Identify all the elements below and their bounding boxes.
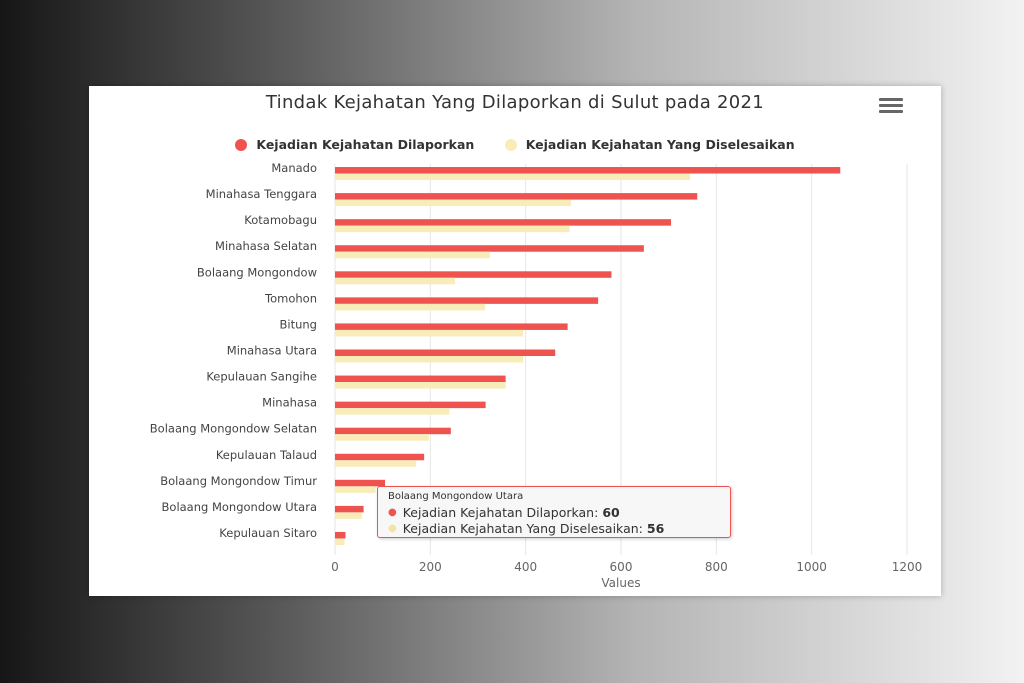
- category-label-1: Minahasa Tenggara: [205, 187, 317, 202]
- bar-reported-6: [335, 323, 568, 330]
- bar-solved-13: [335, 512, 362, 519]
- bar-reported-13: [335, 506, 364, 513]
- tooltip-value-reported: 60: [602, 505, 620, 520]
- tooltip-value-solved: 56: [646, 521, 665, 536]
- bar-reported-9: [335, 402, 486, 409]
- bar-reported-3: [335, 245, 644, 252]
- bar-reported-1: [335, 193, 697, 200]
- bar-solved-1: [335, 200, 571, 207]
- x-tick-label-1000: 1000: [796, 560, 827, 574]
- bar-solved-12: [335, 486, 376, 493]
- chart-card: [89, 86, 941, 596]
- bar-solved-4: [335, 278, 455, 285]
- bar-solved-8: [335, 382, 506, 389]
- bar-reported-10: [335, 428, 451, 435]
- tooltip-dot-solved: ●: [388, 523, 397, 534]
- bar-reported-7: [335, 350, 555, 357]
- bar-reported-11: [335, 454, 424, 461]
- bar-reported-5: [335, 297, 598, 304]
- tooltip-dot-reported: ●: [388, 507, 397, 518]
- bar-solved-11: [335, 460, 416, 467]
- bar-solved-9: [335, 408, 449, 415]
- category-label-5: Tomohon: [265, 291, 317, 306]
- x-tick-label-600: 600: [609, 560, 633, 574]
- bar-reported-12: [335, 480, 385, 487]
- tooltip-category: Bolaang Mongondow Utara: [388, 491, 524, 502]
- category-label-14: Kepulauan Sitaro: [219, 525, 317, 540]
- category-label-2: Kotamobagu: [244, 213, 317, 228]
- bar-solved-7: [335, 356, 523, 363]
- bar-reported-8: [335, 376, 506, 383]
- category-label-9: Minahasa: [262, 395, 317, 410]
- x-tick-label-400: 400: [514, 560, 538, 574]
- bar-solved-3: [335, 252, 490, 259]
- tooltip-row-solved: ● Kejadian Kejahatan Yang Diselesaikan : 56: [388, 521, 665, 536]
- x-tick-label-1200: 1200: [891, 560, 923, 574]
- chart-title: Tindak Kejahatan Yang Dilaporkan di Sulut pada 2021: [265, 92, 765, 113]
- bar-solved-5: [335, 304, 485, 311]
- category-label-0: Manado: [271, 161, 317, 176]
- tooltip-series-reported: Kejadian Kejahatan Dilaporkan: [402, 505, 595, 520]
- bar-solved-2: [335, 226, 570, 233]
- bar-reported-2: [335, 219, 671, 226]
- category-label-11: Kepulauan Talaud: [215, 447, 317, 462]
- bar-reported-0: [335, 167, 840, 174]
- tooltip-row-reported: ● Kejadian Kejahatan Dilaporkan : 60: [388, 505, 620, 520]
- bar-solved-6: [335, 330, 523, 337]
- category-label-12: Bolaang Mongondow Timur: [160, 473, 317, 488]
- category-label-13: Bolaang Mongondow Utara: [161, 499, 317, 514]
- bar-solved-14: [335, 538, 345, 545]
- legend-label-reported: Kejadian Kejahatan Dilaporkan: [256, 137, 475, 152]
- category-label-10: Bolaang Mongondow Selatan: [149, 421, 317, 436]
- category-label-3: Minahasa Selatan: [215, 239, 317, 254]
- category-label-6: Bitung: [279, 317, 317, 332]
- x-tick-label-200: 200: [418, 560, 442, 574]
- tooltip-series-solved: Kejadian Kejahatan Yang Diselesaikan: [402, 521, 639, 536]
- bar-reported-4: [335, 271, 611, 278]
- bar-solved-0: [335, 174, 690, 181]
- category-label-4: Bolaang Mongondow: [196, 265, 317, 280]
- x-tick-label-0: 0: [331, 560, 339, 574]
- x-axis-title: Values: [601, 576, 641, 590]
- bar-solved-10: [335, 434, 429, 441]
- x-tick-label-800: 800: [704, 560, 728, 574]
- category-label-7: Minahasa Utara: [226, 343, 317, 358]
- chart-tooltip: [377, 486, 731, 538]
- bar-reported-14: [335, 532, 345, 539]
- legend-label-solved: Kejadian Kejahatan Yang Diselesaikan: [525, 137, 795, 152]
- category-label-8: Kepulauan Sangihe: [206, 369, 317, 384]
